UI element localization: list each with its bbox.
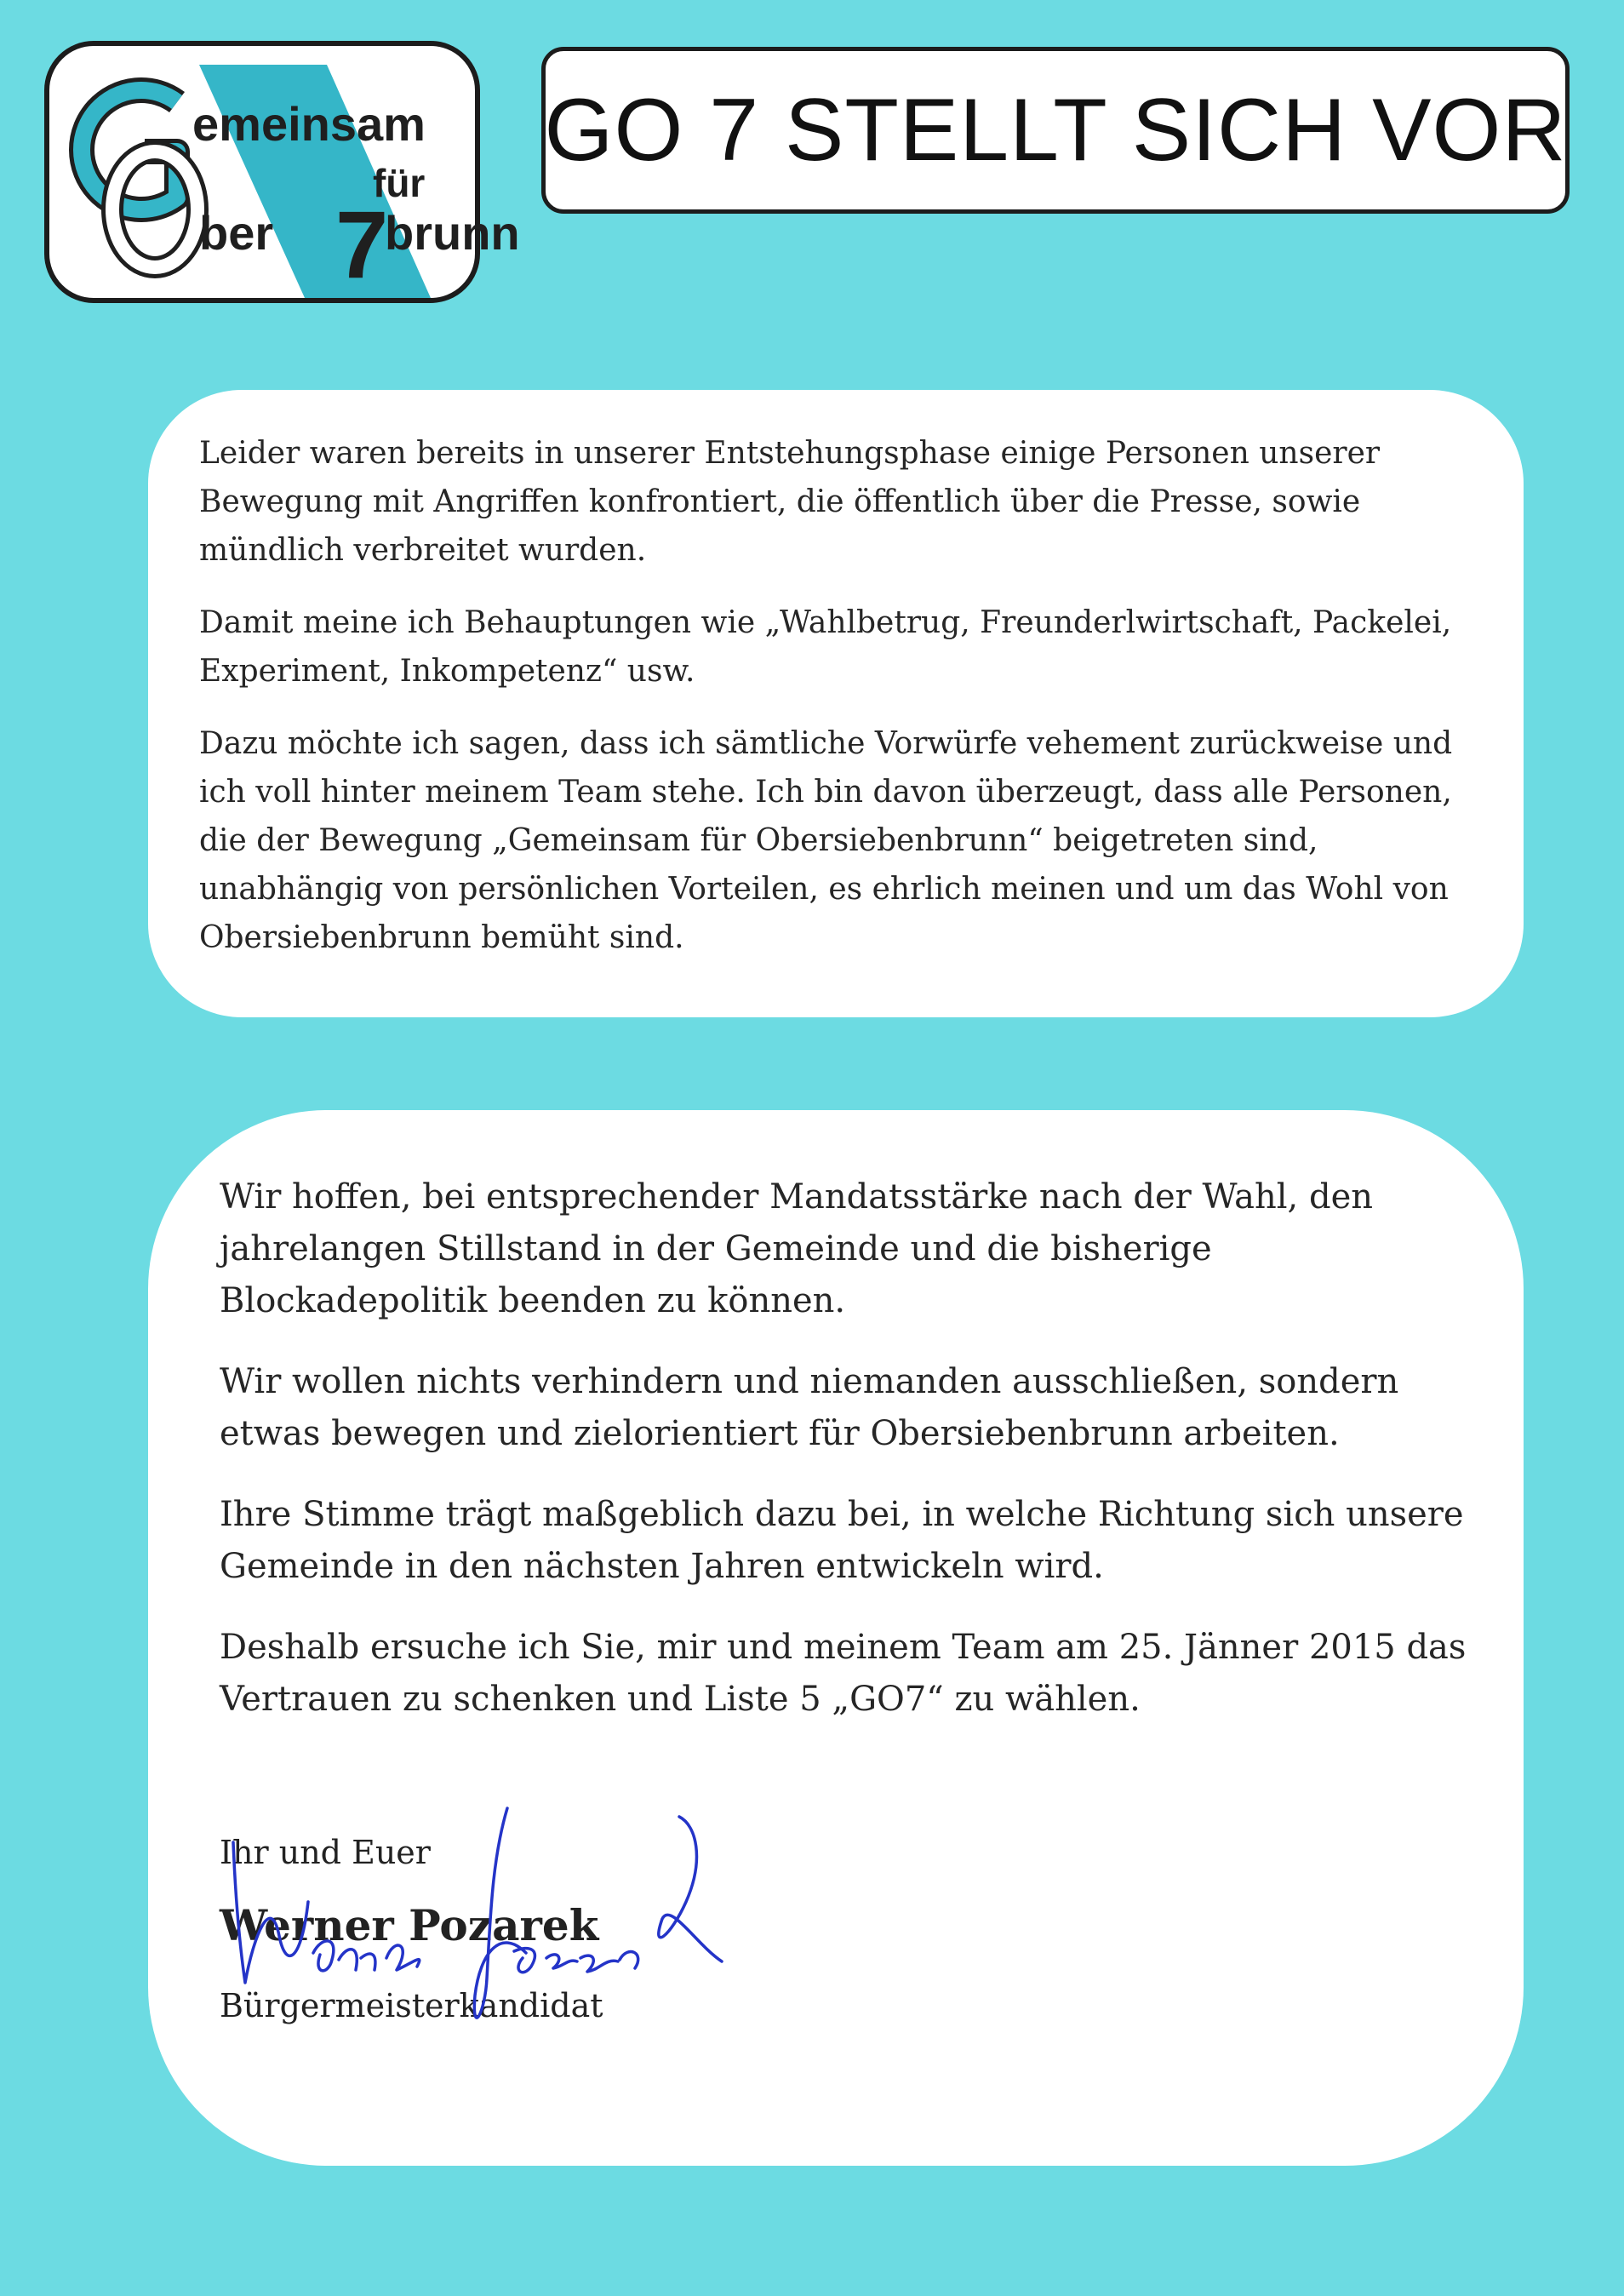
- paragraph: Wir hoffen, bei entsprechender Mandatsstärke nach der Wahl, den jahrelangen Stillstand in der Gemeinde und die bisherige Blockadepolitik beenden zu können.: [220, 1177, 1374, 1320]
- title-box: [541, 47, 1570, 214]
- handwritten-signature: [220, 1808, 730, 2081]
- signature-block: [220, 1808, 986, 2081]
- paragraph: Damit meine ich Behauptungen wie „Wahlbetrug, Freunderlwirtschaft, Packelei, Experiment, Inkompetenz“ usw.: [199, 605, 1452, 689]
- paragraph: Ihre Stimme trägt maßgeblich dazu bei, in welche Richtung sich unsere Gemeinde in den nächsten Jahren entwickeln wird.: [220, 1495, 1464, 1586]
- paragraph: Wir wollen nichts verhindern und niemanden ausschließen, sondern etwas bewegen und zielorientiert für Obersiebenbrunn arbeiten.: [220, 1362, 1399, 1453]
- logo-word-brunn: brunn: [385, 206, 520, 260]
- signature-name: Werner Pozarek: [220, 1900, 599, 1950]
- appeal-card: [148, 1110, 1524, 2166]
- logo: [44, 41, 520, 303]
- paragraph: Deshalb ersuche ich Sie, mir und meinem Team am 25. Jänner 2015 das Vertrauen zu schenken und Liste 5 „GO7“ zu wählen.: [220, 1628, 1467, 1719]
- page-title: GO 7 STELLT SICH VOR: [544, 80, 1567, 180]
- signature-greeting: Ihr und Euer: [220, 1834, 431, 1871]
- signature-role: Bürgermeisterkandidat: [220, 1987, 603, 2024]
- paragraph: Dazu möchte ich sagen, dass ich sämtliche Vorwürfe vehement zurückweise und ich voll hinter meinem Team stehe. Ich bin davon überzeugt, dass alle Personen, die der Bewegung „Gemeinsam für Obersiebenbrunn“ beigetreten sind, unabhängig von persönlichen Vorteilen, es ehrlich meinen und um das Wohl von Obersiebenbrunn bemüht sind.: [199, 726, 1453, 955]
- logo-digit-seven: 7: [335, 192, 386, 298]
- statement-card: [148, 390, 1524, 1017]
- logo-word-gemeinsam: emeinsam: [192, 97, 426, 151]
- logo-word-fuer: für: [373, 161, 426, 205]
- logo-word-ber: ber: [199, 206, 274, 260]
- paragraph: Leider waren bereits in unserer Entstehungsphase einige Personen unserer Bewegung mit Angriffen konfrontiert, die öffentlich über die Presse, sowie mündlich verbreitet wurden.: [199, 436, 1381, 568]
